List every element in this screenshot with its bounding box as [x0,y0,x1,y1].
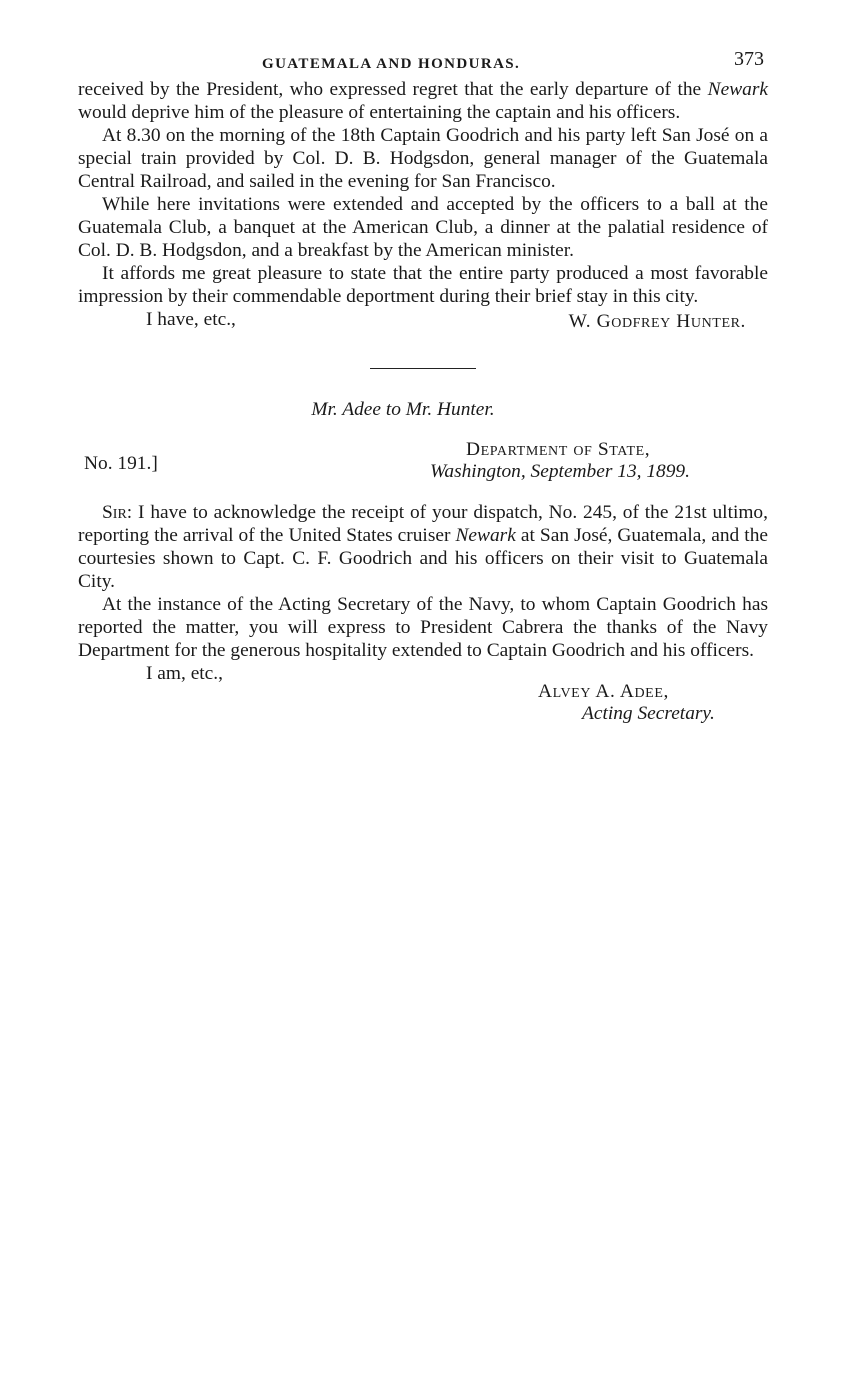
letter-two-p1-start: I have to acknowledge the receipt of your dispatch, No. 245, of the 21st ultimo, reporting the arrival of the United States cruiser [78,502,768,546]
salutation: Sir: [102,502,133,523]
letter-one-paragraph-4: It affords me great pleasure to state that the entire party produced a most favorable impression by their commendable deportment during their brief stay in this city. [78,263,768,307]
letter-two-heading: Mr. Adee to Mr. Hunter. [311,399,495,420]
department-name: Department of State, [466,439,651,460]
letter-two-paragraph-2: At the instance of the Acting Secretary of the Navy, to whom Captain Goodrich has reported the matter, you will express to President Cabrera the thanks of the Navy Department for the generous hospitality extended to Captain Goodrich and his officers. [78,594,768,661]
signer-title: Acting Secretary. [582,703,715,724]
letter-one-paragraph-1 [78,78,768,124]
document-page [78,44,768,726]
letter-one-closing: I have, etc., [146,309,236,330]
letter-one-p1-end: would deprive him of the pleasure of entertaining the captain and his officers. [78,102,681,123]
letter-one-closing-line [78,308,768,332]
ship-name-newark: Newark [707,79,768,100]
place-and-date: Washington, September 13, 1899. [430,461,690,482]
letter-one-signature: W. Godfrey Hunter. [568,311,746,332]
page-number: 373 [734,48,764,70]
letter-two-dateline [78,439,768,489]
section-divider [370,368,476,369]
letter-two-closing: I am, etc., [146,663,223,684]
running-title: GUATEMALA AND HONDURAS. [262,56,521,72]
letter-two-p1-end: at San José, Guatemala, and the courtesies shown to Capt. C. F. Goodrich and his officers on their visit to Guatemala City. [78,525,768,592]
letter-two-paragraph-1 [78,501,768,593]
letter-two-closing-block [78,662,768,726]
letter-one-paragraph-3: While here invitations were extended and accepted by the officers to a ball at the Guatemala Club, a banquet at the American Club, a dinner at the palatial residence of Col. D. B. Hodgsdon, and a breakfast by the American minister. [78,194,768,261]
signer-name: Alvey A. Adee, [538,681,669,702]
dispatch-number: No. 191.] [84,453,158,474]
letter-one-p1-text: received by the President, who expressed regret that the early departure of the [78,79,702,100]
ship-name-newark-2: Newark [455,525,516,546]
letter-one-paragraph-2: At 8.30 on the morning of the 18th Captain Goodrich and his party left San José on a special train provided by Col. D. B. Hodgsdon, general manager of the Guatemala Central Railroad, and sailed in the evening for San Francisco. [78,125,768,192]
running-head [78,44,768,78]
